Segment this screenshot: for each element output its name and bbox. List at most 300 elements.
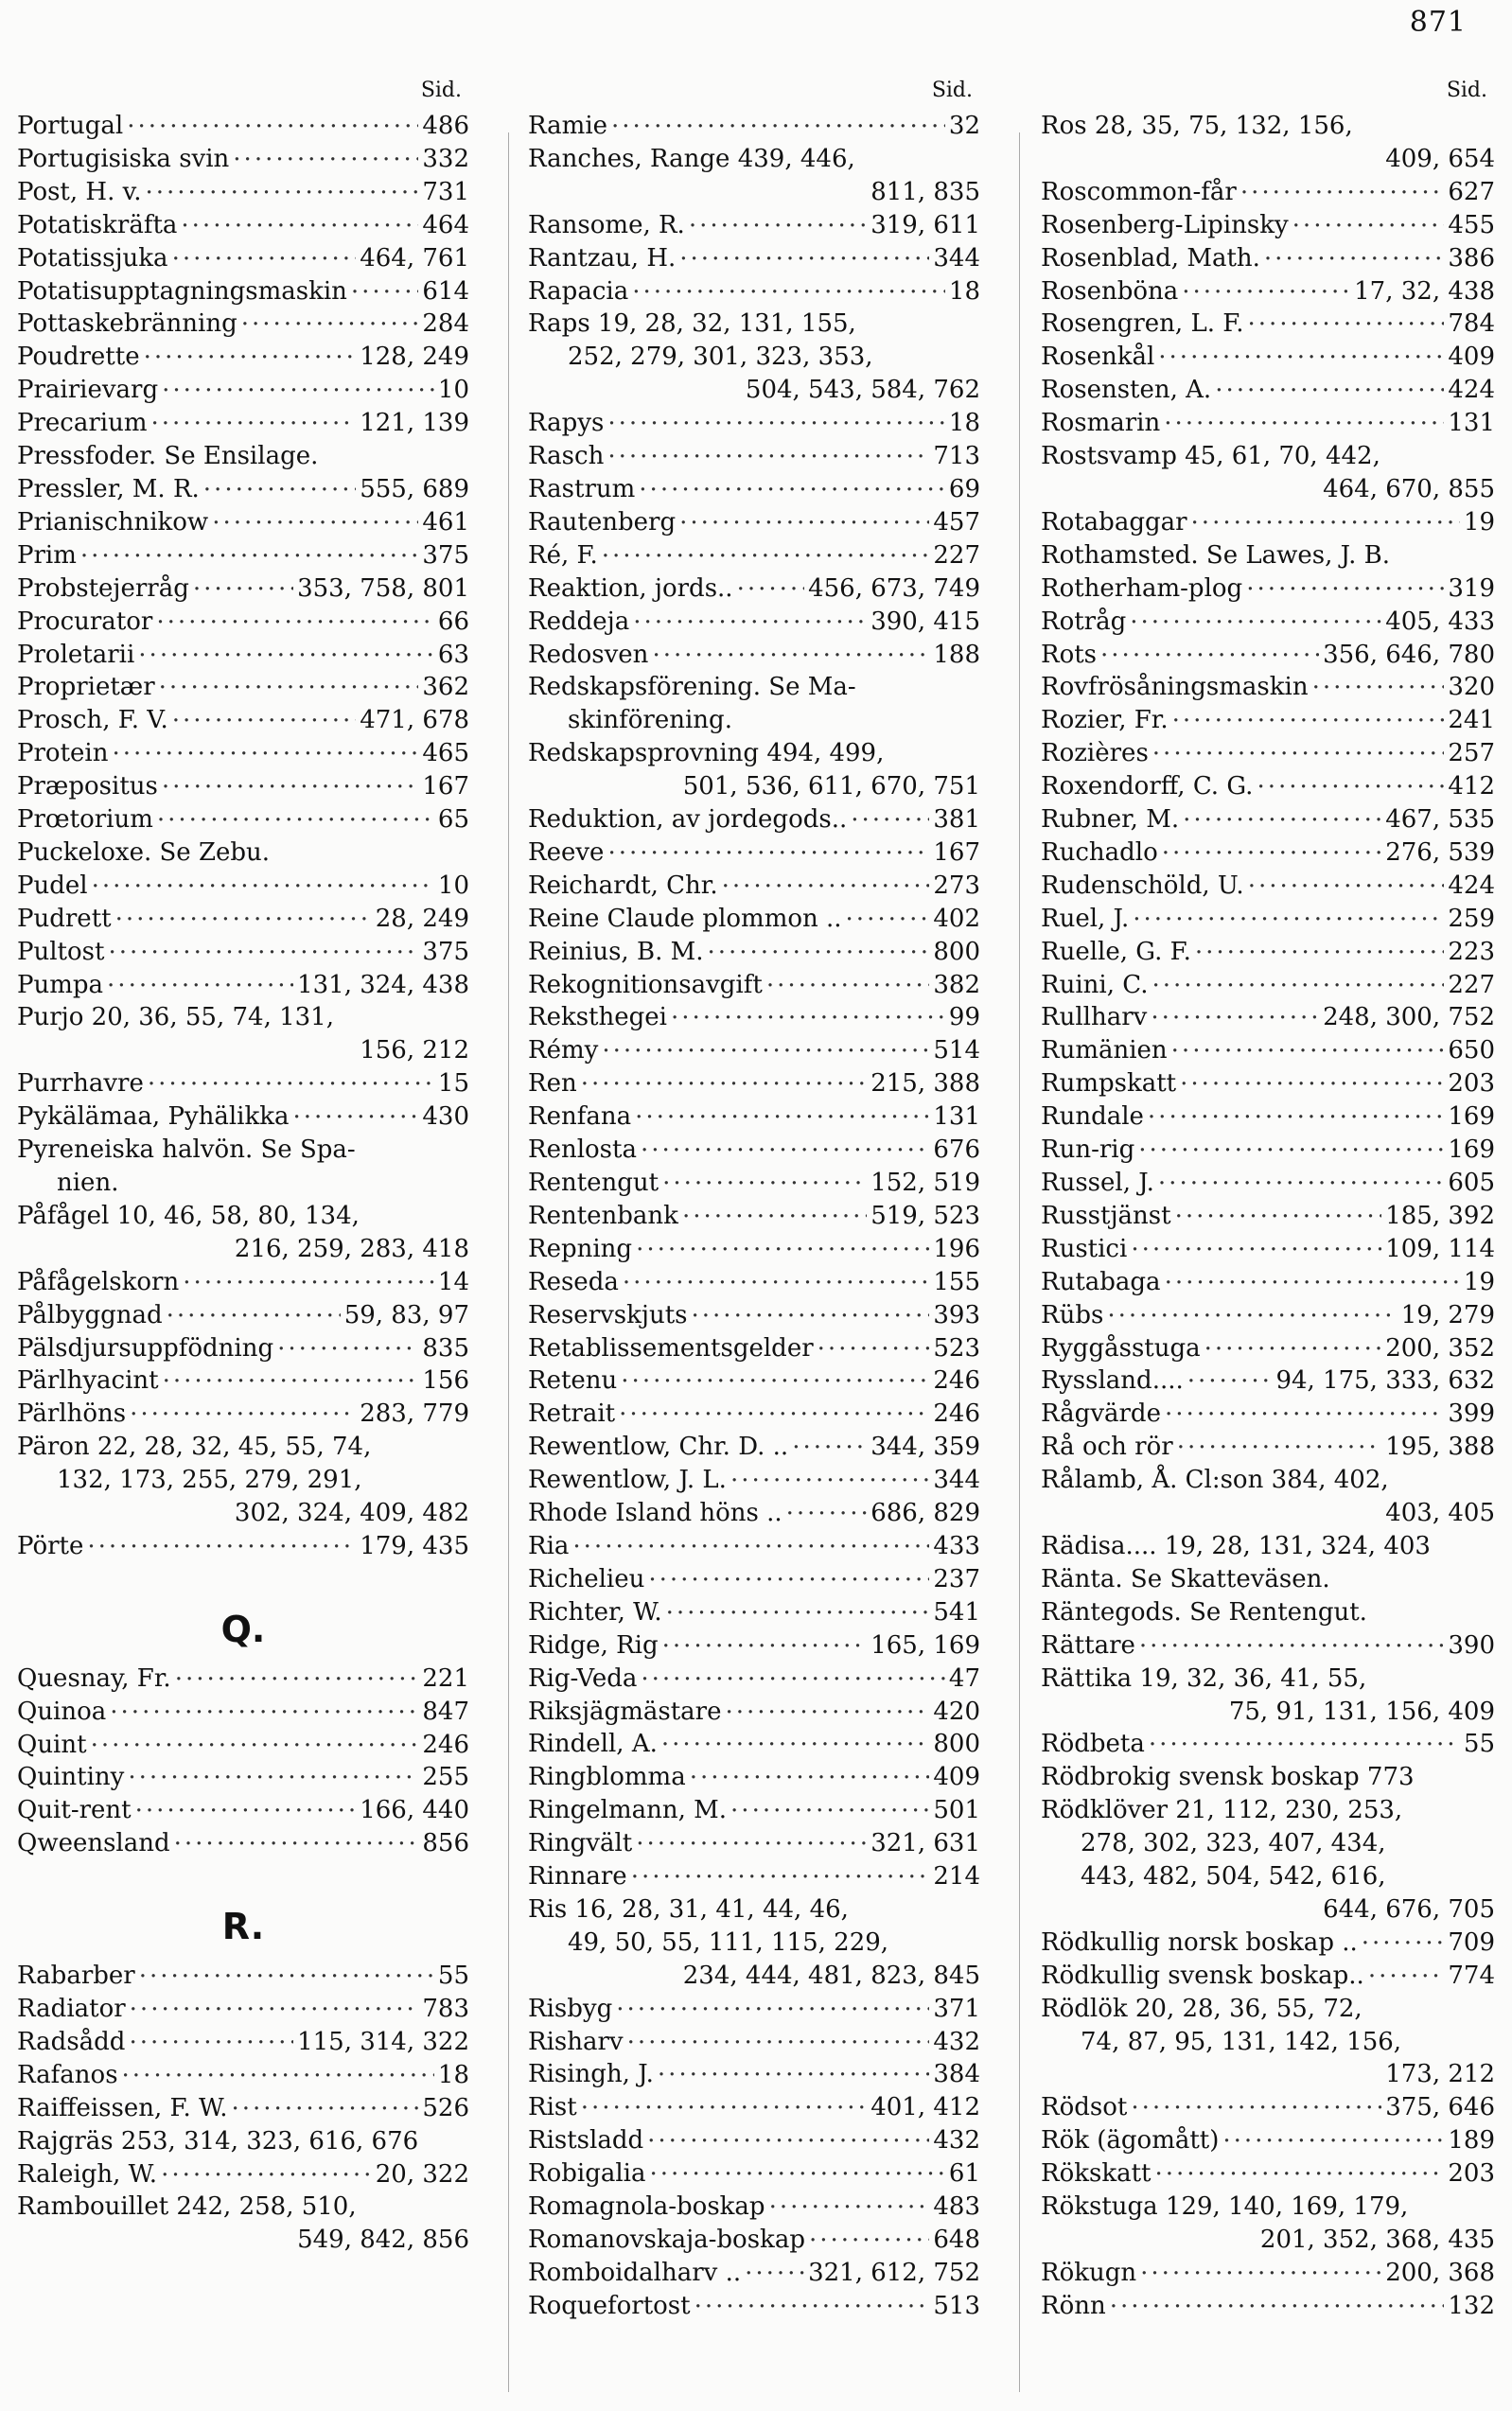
entry-pages: 486	[422, 112, 469, 140]
entry-pages: 784	[1448, 309, 1495, 339]
dot-leader	[1149, 1721, 1460, 1754]
entry-pages: 457	[933, 507, 980, 537]
entry-term: Prœtorium	[17, 805, 153, 835]
entry-term: Rödbeta	[1041, 1730, 1145, 1759]
entry-term: Pudrett	[17, 904, 112, 933]
entry-pages: 189	[1448, 2126, 1495, 2156]
dot-leader	[1191, 500, 1460, 533]
entry-term: Portugal	[17, 112, 124, 140]
dot-leader	[648, 1557, 929, 1590]
entry-pages: 514	[933, 1036, 980, 1065]
dot-leader	[193, 566, 293, 599]
index-entry-text: Rajgräs 253, 314, 323, 616, 676	[17, 2126, 419, 2156]
entry-term: Rönn	[1041, 2291, 1106, 2320]
entry-pages: 783	[422, 1995, 469, 2023]
entry-term: Reichardt, Chr.	[528, 871, 718, 900]
entry-pages: 203	[1448, 1069, 1495, 1099]
entry-term: Proprietær	[17, 673, 155, 702]
entry-term: Ruelle, G. F.	[1041, 937, 1191, 966]
entry-continuation: 443, 482, 504, 542, 616,	[1081, 1862, 1386, 1892]
entry-term: Risharv	[528, 2027, 624, 2056]
entry-pages: 165, 169	[870, 1630, 980, 1660]
entry-pages: 465	[422, 739, 469, 768]
entry-term: Reeve	[528, 837, 605, 867]
index-entry	[1041, 506, 1495, 539]
entry-pages: 200, 352	[1385, 1333, 1495, 1363]
index-entry	[17, 407, 469, 440]
entry-term: Prim	[17, 540, 77, 570]
dot-leader	[91, 1722, 419, 1755]
entry-pages: 344	[933, 243, 980, 273]
entry-pages: 847	[422, 1697, 469, 1726]
entry-term: Roxendorff, C. G.	[1041, 772, 1254, 801]
dot-leader	[172, 697, 356, 730]
dot-leader	[163, 1358, 419, 1391]
index-entry-text: Pyreneiska halvön. Se Spa-	[17, 1135, 356, 1165]
index-entry-text: Päron 22, 28, 32, 45, 55, 74,	[17, 1433, 372, 1462]
dot-leader	[662, 1160, 867, 1193]
dot-leader	[159, 664, 419, 697]
entry-pages: 319, 611	[870, 210, 980, 239]
entry-term: Raleigh, W.	[17, 2159, 158, 2189]
entry-term: Quesnay, Fr.	[17, 1663, 171, 1693]
entry-term: Rättare	[1041, 1630, 1135, 1660]
entry-term: Qweensland	[17, 1829, 170, 1858]
column-divider	[1019, 132, 1020, 2392]
dot-leader	[181, 202, 418, 236]
entry-pages: 15	[437, 1069, 469, 1099]
entry-pages: 167	[933, 837, 980, 867]
entry-pages: 399	[1448, 1399, 1495, 1429]
entry-term: Proletarii	[17, 640, 135, 669]
dot-leader	[766, 962, 930, 995]
entry-term: Rémy	[528, 1036, 599, 1065]
dot-leader	[1151, 994, 1319, 1028]
entry-term: Potatiskräfta	[17, 210, 178, 239]
entry-continuation: 132, 173, 255, 279, 291,	[57, 1466, 362, 1495]
dot-leader	[666, 1590, 930, 1623]
dot-leader	[1154, 2151, 1444, 2184]
entry-term: Rig-Veda	[528, 1663, 638, 1693]
entry-pages: 61	[948, 2159, 980, 2189]
entry-pages: 99	[948, 1003, 980, 1032]
index-entry	[1041, 1728, 1495, 1761]
entry-continuation: 49, 50, 55, 111, 115, 229,	[568, 1927, 889, 1957]
entry-pages: 467, 535	[1385, 805, 1495, 835]
entry-continuation: 74, 87, 95, 131, 142, 156,	[1081, 2027, 1402, 2056]
dot-leader	[1164, 400, 1444, 433]
entry-pages: 214	[933, 1862, 980, 1892]
index-column-3	[1041, 72, 1495, 2323]
entry-pages: 513	[933, 2291, 980, 2320]
dot-leader	[1312, 664, 1445, 697]
dot-leader	[1246, 566, 1444, 599]
entry-pages: 32	[948, 112, 980, 140]
entry-term: Ridge, Rig	[528, 1630, 659, 1660]
dot-leader	[1165, 1259, 1460, 1293]
entry-term: Quint	[17, 1730, 87, 1759]
entry-pages: 128, 249	[360, 343, 469, 372]
entry-pages: 523	[933, 1333, 980, 1363]
index-entry-text: Rålamb, Å. Cl:son 384, 402,	[1041, 1466, 1389, 1495]
dot-leader	[1222, 2118, 1444, 2151]
entry-pages: 390, 415	[870, 607, 980, 636]
entry-pages: 169	[1448, 1102, 1495, 1132]
entry-pages: 19	[1463, 1267, 1495, 1296]
dot-leader	[162, 764, 419, 797]
index-entry-text: Rödklöver 21, 112, 230, 253,	[1041, 1796, 1403, 1825]
entry-term: Quintiny	[17, 1763, 125, 1792]
entry-pages: 14	[437, 1267, 469, 1296]
entry-term: Rosensten, A.	[1041, 376, 1212, 405]
entry-pages: 215, 388	[870, 1069, 980, 1099]
dot-leader	[157, 797, 434, 830]
entry-pages: 375, 646	[1385, 2093, 1495, 2122]
entry-term: Reservskjuts	[528, 1300, 688, 1329]
entry-term: Richter, W.	[528, 1597, 662, 1627]
entry-term: Ruini, C.	[1041, 970, 1149, 999]
entry-term: Rosenböna	[1041, 276, 1179, 306]
entry-term: Rödkullig svensk boskap..	[1041, 1961, 1364, 1990]
dot-leader	[745, 2250, 804, 2283]
dot-leader	[1158, 334, 1444, 367]
dot-leader	[110, 1689, 418, 1722]
dot-leader	[351, 269, 418, 302]
entry-pages: 259	[1448, 904, 1495, 933]
dot-leader	[611, 103, 945, 136]
entry-term: Rök (ägomått)	[1041, 2126, 1220, 2156]
dot-leader	[1110, 2283, 1445, 2316]
index-entry-text: Rothamsted. Se Lawes, J. B.	[1041, 540, 1390, 570]
dot-leader	[602, 1028, 929, 1061]
dot-leader	[631, 1854, 930, 1887]
entry-pages: 390	[1448, 1630, 1495, 1660]
dot-leader	[1140, 2250, 1381, 2283]
entry-term: Rasch	[528, 442, 605, 471]
entry-pages: 167	[422, 772, 469, 801]
entry-pages: 800	[933, 937, 980, 966]
entry-continuation: 252, 279, 301, 323, 353,	[568, 343, 873, 372]
entry-pages: 195, 388	[1385, 1433, 1495, 1462]
dot-leader	[1138, 1127, 1444, 1160]
index-entry-text: Ränta. Se Skatteväsen.	[1041, 1564, 1330, 1593]
dot-leader	[679, 236, 929, 269]
entry-pages: 257	[1448, 739, 1495, 768]
entry-pages: 200, 368	[1385, 2258, 1495, 2287]
entry-pages: 63	[437, 640, 469, 669]
entry-term: Pottaskebränning	[17, 309, 237, 339]
entry-term: Rosenblad, Math.	[1041, 243, 1260, 273]
entry-pages: 248, 300, 752	[1323, 1003, 1495, 1032]
dot-leader	[633, 599, 867, 632]
entry-term: Prairievarg	[17, 376, 159, 405]
dot-leader	[737, 566, 804, 599]
entry-pages: 273	[933, 871, 980, 900]
entry-term: Romboidalharv ..	[528, 2258, 742, 2287]
index-entry	[528, 275, 980, 308]
index-entry-text: Räntegods. Se Rentengut.	[1041, 1597, 1367, 1627]
dot-leader	[641, 1127, 929, 1160]
entry-term: Rustici	[1041, 1234, 1128, 1263]
entry-continuation-pages: 302, 324, 409, 482	[234, 1499, 469, 1528]
dot-leader	[635, 1094, 929, 1127]
entry-term: Retrait	[528, 1399, 616, 1429]
entry-term: Ramie	[528, 112, 608, 140]
entry-pages: 227	[933, 540, 980, 570]
dot-leader	[112, 730, 418, 764]
index-entry-text: Ranches, Range 439, 446,	[528, 144, 855, 173]
index-entry-text: Rostsvamp 45, 61, 70, 442,	[1041, 442, 1380, 471]
dot-leader	[162, 367, 434, 400]
dot-leader	[138, 632, 434, 665]
index-column-1	[17, 72, 469, 2257]
entry-term: Reduktion, av jordegods..	[528, 805, 848, 835]
index-entry	[17, 803, 469, 836]
sid-label: Sid.	[931, 79, 973, 102]
index-entry	[17, 1827, 469, 1860]
entry-term: Robigalia	[528, 2159, 646, 2189]
entry-continuation-pages: 75, 91, 131, 156, 409	[1228, 1697, 1495, 1726]
entry-pages: 709	[1448, 1927, 1495, 1957]
entry-term: Rapacia	[528, 276, 629, 306]
index-entry	[528, 639, 980, 672]
entry-pages: 384	[933, 2060, 980, 2089]
dot-leader	[809, 2217, 929, 2250]
entry-pages: 393	[933, 1300, 980, 1329]
entry-term: Precarium	[17, 409, 148, 438]
index-entry-text: Rädisa.... 19, 28, 131, 324, 403	[1041, 1531, 1431, 1560]
entry-pages: 432	[933, 2126, 980, 2156]
entry-pages: 353, 758, 801	[297, 573, 469, 603]
dot-leader	[1204, 1326, 1382, 1359]
entry-pages: 276, 539	[1385, 837, 1495, 867]
index-entry	[528, 1398, 980, 1431]
entry-pages: 375	[422, 937, 469, 966]
entry-pages: 344	[933, 1466, 980, 1495]
index-entry	[528, 1860, 980, 1893]
entry-pages: 156	[422, 1366, 469, 1396]
entry-pages: 223	[1448, 937, 1495, 966]
entry-term: Raiffeissen, F. W.	[17, 2093, 228, 2122]
entry-term: Repning	[528, 1234, 633, 1263]
index-entry-text: Rökstuga 129, 140, 169, 179,	[1041, 2192, 1409, 2222]
entry-term: Rapys	[528, 409, 605, 438]
dot-leader	[161, 2152, 372, 2185]
entry-pages: 519, 523	[870, 1201, 980, 1230]
dot-leader	[183, 1259, 434, 1293]
dot-leader	[1195, 929, 1444, 962]
entry-pages: 382	[933, 970, 980, 999]
entry-continuation-pages: 403, 405	[1385, 1499, 1495, 1528]
dot-leader	[1215, 367, 1444, 400]
entry-term: Russtjänst	[1041, 1201, 1171, 1230]
entry-term: Rekognitionsavgift	[528, 970, 763, 999]
entry-pages: 650	[1448, 1036, 1495, 1065]
entry-term: Reine Claude plommon ..	[528, 904, 842, 933]
dot-leader	[1162, 830, 1381, 863]
dot-leader	[130, 1391, 356, 1424]
entry-pages: 169	[1448, 1135, 1495, 1165]
dot-leader	[641, 1656, 945, 1689]
dot-leader	[1131, 2085, 1381, 2118]
entry-term: Renlosta	[528, 1135, 637, 1165]
dot-leader	[647, 2118, 929, 2151]
entry-pages: 179, 435	[360, 1531, 469, 1560]
entry-term: Rantzau, H.	[528, 243, 677, 273]
entry-pages: 66	[437, 607, 469, 636]
entry-term: Ransome, R.	[528, 210, 685, 239]
entry-pages: 430	[422, 1102, 469, 1132]
index-entry	[1041, 1960, 1495, 1993]
entry-pages: 20, 322	[375, 2159, 469, 2189]
dot-leader	[1248, 863, 1445, 896]
dot-leader	[692, 1293, 930, 1326]
entry-term: Procurator	[17, 607, 153, 636]
index-entry-text: Puckeloxe. Se Zebu.	[17, 837, 271, 867]
dot-leader	[730, 1457, 929, 1490]
dot-leader	[792, 1424, 867, 1457]
dot-leader	[679, 500, 929, 533]
entry-pages: 115, 314, 322	[297, 2027, 469, 2056]
entry-term: Quinoa	[17, 1697, 107, 1726]
entry-term: Rutabaga	[1041, 1267, 1161, 1296]
entry-continuation-pages: 216, 259, 283, 418	[234, 1234, 469, 1263]
entry-term: Rhode Island höns ..	[528, 1499, 782, 1528]
entry-term: Ryssland....	[1041, 1366, 1184, 1396]
dot-leader	[1152, 962, 1444, 995]
index-column-2	[528, 72, 980, 2323]
dot-leader	[694, 2283, 930, 2316]
entry-pages: 132	[1448, 2291, 1495, 2320]
entry-term: Redosven	[528, 640, 649, 669]
dot-leader	[1152, 730, 1445, 764]
entry-pages: 188	[933, 640, 980, 669]
entry-pages: 362	[422, 673, 469, 702]
entry-term: Påfågelskorn	[17, 1267, 180, 1296]
entry-term: Rå och rör	[1041, 1433, 1173, 1462]
entry-term: Rist	[528, 2093, 577, 2122]
dot-leader	[1257, 764, 1444, 797]
entry-term: Pälsdjursuppfödning	[17, 1333, 274, 1363]
entry-continuation-pages: 234, 444, 481, 823, 845	[682, 1961, 980, 1990]
entry-term: Ringblomma	[528, 1763, 686, 1792]
entry-term: Rosmarin	[1041, 409, 1161, 438]
entry-term: Pykälämaa, Pyhälikka	[17, 1102, 290, 1132]
entry-term: Ré, F.	[528, 540, 598, 570]
dot-leader	[115, 896, 372, 929]
entry-pages: 18	[437, 2060, 469, 2089]
dot-leader	[661, 1721, 929, 1754]
dot-leader	[619, 1391, 929, 1424]
entry-continuation-pages: 549, 842, 856	[297, 2226, 469, 2255]
dot-leader	[92, 863, 434, 896]
entry-term: Retablissementsgelder	[528, 1333, 814, 1363]
entry-pages: 731	[422, 177, 469, 206]
entry-term: Purrhavre	[17, 1069, 144, 1099]
entry-term: Ristsladd	[528, 2126, 644, 2156]
dot-leader	[144, 334, 357, 367]
entry-pages: 28, 249	[375, 904, 469, 933]
section-letter-heading: R.	[221, 1906, 265, 1948]
dot-leader	[1187, 1358, 1273, 1391]
entry-term: Ria	[528, 1531, 570, 1560]
entry-pages: 221	[422, 1663, 469, 1693]
dot-leader	[167, 1293, 341, 1326]
dot-leader	[851, 797, 929, 830]
entry-continuation-pages: 409, 654	[1385, 144, 1495, 173]
entry-term: Pultost	[17, 937, 105, 966]
dot-leader	[1248, 301, 1445, 334]
entry-term: Pärlhöns	[17, 1399, 127, 1429]
entry-term: Rotråg	[1041, 607, 1127, 636]
dot-leader	[1131, 1226, 1381, 1259]
entry-pages: 541	[933, 1597, 980, 1627]
entry-term: Ryggåsstuga	[1041, 1333, 1201, 1363]
entry-pages: 433	[933, 1531, 980, 1560]
spacer	[17, 1860, 469, 1893]
entry-pages: 471, 678	[360, 706, 469, 735]
entry-continuation-pages: 173, 212	[1385, 2060, 1495, 2089]
entry-pages: 59, 83, 97	[343, 1300, 469, 1329]
dot-leader	[1172, 697, 1445, 730]
entry-term: Rovfrösåningsmaskin	[1041, 673, 1309, 702]
index-entry	[528, 2290, 980, 2323]
index-entry	[17, 969, 469, 1002]
entry-term: Risingh, J.	[528, 2060, 654, 2089]
spacer	[17, 1563, 469, 1596]
dot-leader	[1180, 1061, 1444, 1094]
entry-term: Ruchadlo	[1041, 837, 1158, 867]
dot-leader	[1292, 202, 1445, 236]
entry-pages: 412	[1448, 772, 1495, 801]
entry-pages: 55	[437, 1962, 469, 1991]
entry-term: Reddeja	[528, 607, 630, 636]
entry-pages: 676	[933, 1135, 980, 1165]
sid-label: Sid.	[1446, 79, 1487, 102]
entry-term: Rozier, Fr.	[1041, 706, 1169, 735]
entry-term: Pärlhyacint	[17, 1366, 159, 1396]
index-entry-text: Rättika 19, 32, 36, 41, 55,	[1041, 1663, 1367, 1693]
entry-term: Ringelmann, M.	[528, 1796, 728, 1825]
entry-term: Romagnola-boskap	[528, 2192, 765, 2222]
entry-pages: 94, 175, 333, 632	[1275, 1366, 1495, 1396]
dot-leader	[1139, 1623, 1444, 1656]
entry-pages: 246	[422, 1730, 469, 1759]
index-entry-text: Redskapsprovning 494, 499,	[528, 739, 885, 768]
entry-pages: 19, 279	[1400, 1300, 1495, 1329]
entry-pages: 409	[1448, 343, 1495, 372]
dot-leader	[621, 1358, 929, 1391]
dot-leader	[80, 533, 418, 566]
index-entry	[17, 2158, 469, 2191]
entry-term: Pumpa	[17, 970, 104, 999]
entry-pages: 131	[1448, 409, 1495, 438]
index-entry	[17, 2092, 469, 2125]
entry-term: Rautenberg	[528, 507, 677, 537]
entry-pages: 432	[933, 2027, 980, 2056]
entry-term: Rubner, M.	[1041, 805, 1180, 835]
entry-term: Rabarber	[17, 1962, 135, 1991]
entry-term: Reksthegei	[528, 1003, 667, 1032]
dot-leader	[581, 1061, 868, 1094]
dot-leader	[632, 269, 945, 302]
dot-leader	[135, 1787, 357, 1821]
entry-term: Rübs	[1041, 1300, 1104, 1329]
entry-pages: 381	[933, 805, 980, 835]
entry-pages: 203	[1448, 2159, 1495, 2189]
entry-pages: 483	[933, 2192, 980, 2222]
entry-term: Renfana	[528, 1102, 632, 1132]
